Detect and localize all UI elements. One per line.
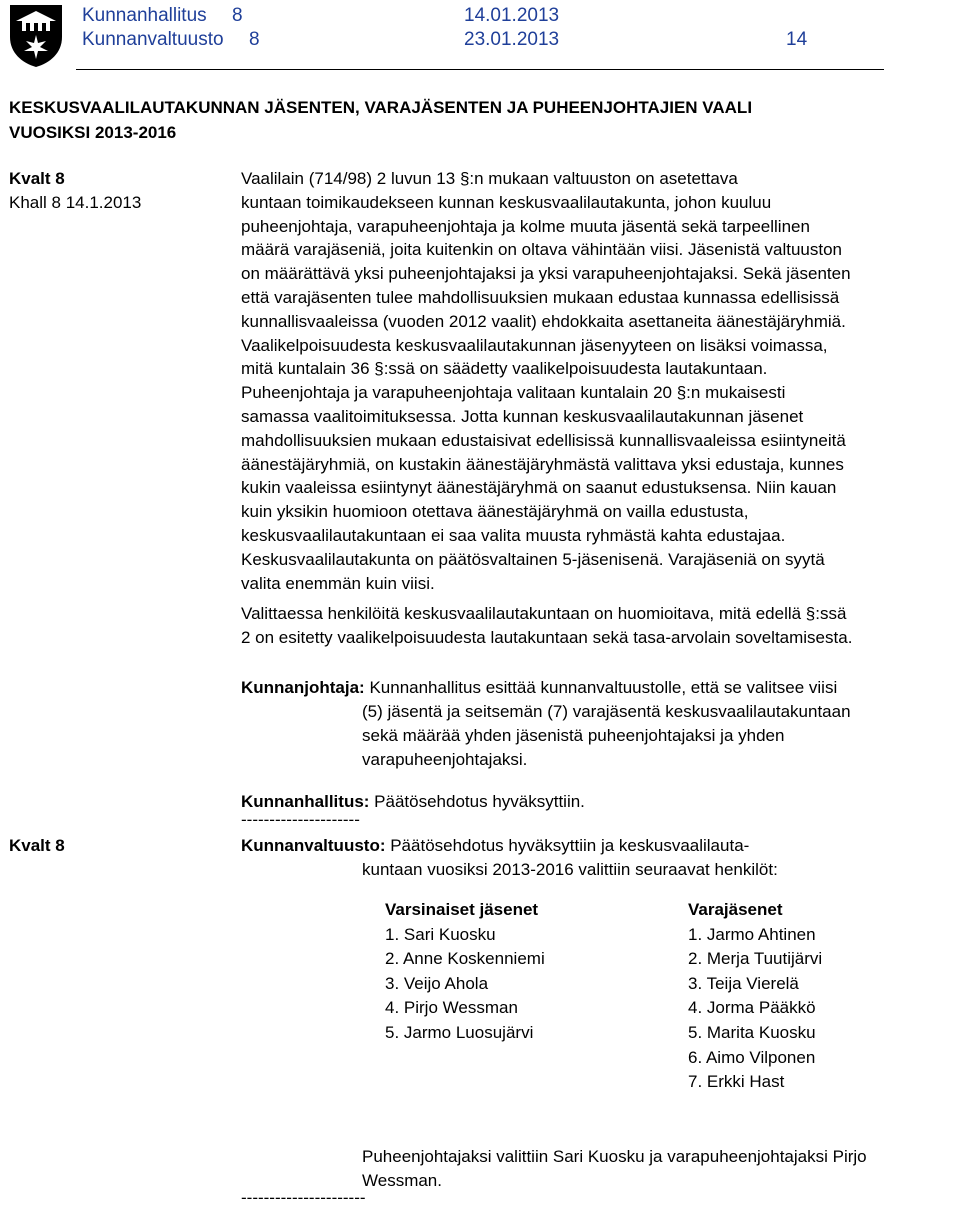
title-line: KESKUSVAALILAUTAKUNNAN JÄSENTEN, VARAJÄSENTEN JA PUHEENJOHTAJIEN VAALI bbox=[9, 98, 753, 117]
separator-dashes: ---------------------- bbox=[241, 1188, 366, 1207]
list-item: 2. Anne Koskenniemi bbox=[385, 949, 545, 969]
body-line: keskusvaalilautakuntaan ei saa valita muusta ryhmästä kahta edustajaa. bbox=[241, 525, 786, 545]
page-number: 14 bbox=[786, 29, 808, 50]
second-paragraph bbox=[241, 602, 960, 650]
municipality-coat-of-arms-logo bbox=[8, 3, 64, 69]
body-line: kuntaan toimikaudekseen kunnan keskusvaalilautakunta, johon kuuluu bbox=[241, 192, 772, 212]
header-label: Kunnanvaltuusto bbox=[82, 29, 224, 50]
list-item: 3. Teija Vierelä bbox=[688, 973, 799, 993]
kunnanjohtaja-continuation bbox=[362, 700, 960, 771]
list-item: 4. Pirjo Wessman bbox=[385, 998, 518, 1018]
body-line: mahdollisuuksien mukaan edustaisivat edellisissä kunnallisvaaleissa esiintyneitä bbox=[241, 430, 846, 450]
body-line: kuin yksikin huomioon otettava äänestäjäryhmä on vailla edustusta, bbox=[241, 502, 749, 522]
proposal-line bbox=[241, 676, 960, 700]
body-line: puheenjohtaja, varapuheenjohtaja ja kolme muuta jäsentä sekä tarpeellinen bbox=[241, 216, 810, 236]
header-row-kunnanhallitus bbox=[82, 4, 207, 28]
deputies-heading: Varajäsenet bbox=[688, 900, 783, 919]
proposal-line: sekä määrää yhden jäsenistä puheenjohtajaksi ja yhden bbox=[362, 725, 785, 745]
kvalt-tag: Kvalt 8 bbox=[9, 169, 65, 188]
header-label: Kunnanhallitus bbox=[82, 5, 207, 26]
body-line: Vaalikelpoisuudesta keskusvaalilautakunnan jäsenyyteen on lisäksi voimassa, bbox=[241, 335, 828, 355]
members-heading: Varsinaiset jäsenet bbox=[385, 900, 539, 919]
kunnanhallitus-label: Kunnanhallitus: bbox=[241, 792, 370, 811]
title-line: VUOSIKSI 2013-2016 bbox=[9, 123, 177, 142]
body-line: äänestäjäryhmiä, on kustakin äänestäjäryhmästä valittava yksi edustaja, kunnes bbox=[241, 454, 844, 474]
document-title bbox=[9, 95, 752, 145]
kvalt-tag-2: Kvalt 8 bbox=[9, 836, 65, 855]
body-line: mitä kuntalain 36 §:ssä on säädetty vaalikelpoisuudesta lautakuntaan. bbox=[241, 359, 768, 379]
separator-dashes: --------------------- bbox=[241, 810, 360, 829]
body-line: että varajäsenten tulee mahdollisuuksien mukaan edustaa kunnassa edellisissä bbox=[241, 287, 840, 307]
kunnanvaltuusto-continuation bbox=[362, 858, 960, 882]
body-line: samassa vaalitoimituksessa. Jotta kunnan keskusvaalilautakunnan jäsenet bbox=[241, 406, 804, 426]
deputies-list bbox=[688, 898, 822, 1095]
list-item: 7. Erkki Hast bbox=[688, 1072, 785, 1092]
closing-line: Puheenjohtajaksi valittiin Sari Kuosku ja varapuheenjohtajaksi Pirjo bbox=[362, 1147, 867, 1166]
main-paragraph bbox=[241, 167, 960, 595]
kunnanjohtaja-label: Kunnanjohtaja: bbox=[241, 678, 365, 697]
header-date: 23.01.2013 bbox=[464, 29, 560, 50]
body-line: 2 on esitetty vaalikelpoisuudesta lautakuntaan sekä tasa-arvolain soveltamisesta. bbox=[241, 627, 853, 647]
proposal-text: Kunnanhallitus esittää kunnanvaltuustolle, että se valitsee viisi bbox=[364, 678, 838, 697]
body-line: Valittaessa henkilöitä keskusvaalilautakuntaan on huomioitava, mitä edellä §:ssä bbox=[241, 604, 847, 623]
decision-text: Päätösehdotus hyväksyttiin ja keskusvaalilauta- bbox=[385, 836, 750, 855]
list-item: 3. Veijo Ahola bbox=[385, 973, 489, 993]
closing-statement bbox=[362, 1145, 952, 1193]
body-line: Puheenjohtaja ja varapuheenjohtaja valitaan kuntalain 20 §:n mukaisesti bbox=[241, 383, 786, 403]
kunnanjohtaja-proposal bbox=[241, 676, 960, 700]
list-item: 1. Sari Kuosku bbox=[385, 924, 496, 944]
decision-line bbox=[241, 834, 960, 858]
members-list bbox=[385, 898, 545, 1046]
list-item: 1. Jarmo Ahtinen bbox=[688, 924, 816, 944]
body-line: Vaalilain (714/98) 2 luvun 13 §:n mukaan valtuuston on asetettava bbox=[241, 169, 738, 188]
list-item: 2. Merja Tuutijärvi bbox=[688, 949, 823, 969]
body-line: kukin vaaleissa esiintynyt äänestäjäryhmä on saanut edustuksensa. Niin kauan bbox=[241, 478, 837, 498]
header-number: 8 bbox=[249, 29, 260, 50]
list-item: 5. Jarmo Luosujärvi bbox=[385, 1022, 534, 1042]
header-date: 14.01.2013 bbox=[464, 5, 560, 26]
kunnanvaltuusto-decision bbox=[241, 834, 960, 858]
decision-text: Päätösehdotus hyväksyttiin. bbox=[369, 792, 585, 811]
proposal-line: varapuheenjohtajaksi. bbox=[362, 749, 528, 769]
proposal-line: (5) jäsentä ja seitsemän (7) varajäsentä keskusvaalilautakuntaan bbox=[362, 702, 851, 721]
body-line: on määrättävä yksi puheenjohtajaksi ja yksi varapuheenjohtajaksi. Sekä jäsenten bbox=[241, 264, 851, 284]
body-line: valita enemmän kuin viisi. bbox=[241, 573, 435, 593]
closing-line: Wessman. bbox=[362, 1170, 442, 1190]
decision-line: kuntaan vuosiksi 2013-2016 valittiin seuraavat henkilöt: bbox=[362, 860, 778, 879]
body-line: määrä varajäseniä, joita kuitenkin on oltava vähintään viisi. Jäsenistä valtuuston bbox=[241, 240, 843, 260]
body-line: kunnallisvaaleissa (vuoden 2012 vaalit) ehdokkaita asettaneita äänestäjäryhmiä. bbox=[241, 311, 846, 331]
body-line: Keskusvaalilautakunta on päätösvaltainen 5-jäsenisenä. Varajäseniä on syytä bbox=[241, 549, 825, 569]
list-item: 4. Jorma Pääkkö bbox=[688, 998, 816, 1018]
header-number: 8 bbox=[232, 5, 243, 26]
header-row-kunnanvaltuusto bbox=[82, 28, 224, 52]
kunnanvaltuusto-label: Kunnanvaltuusto: bbox=[241, 836, 386, 855]
list-item: 6. Aimo Vilponen bbox=[688, 1047, 816, 1067]
header-divider bbox=[76, 69, 884, 70]
khall-tag: Khall 8 14.1.2013 bbox=[9, 193, 142, 212]
list-item: 5. Marita Kuosku bbox=[688, 1022, 816, 1042]
